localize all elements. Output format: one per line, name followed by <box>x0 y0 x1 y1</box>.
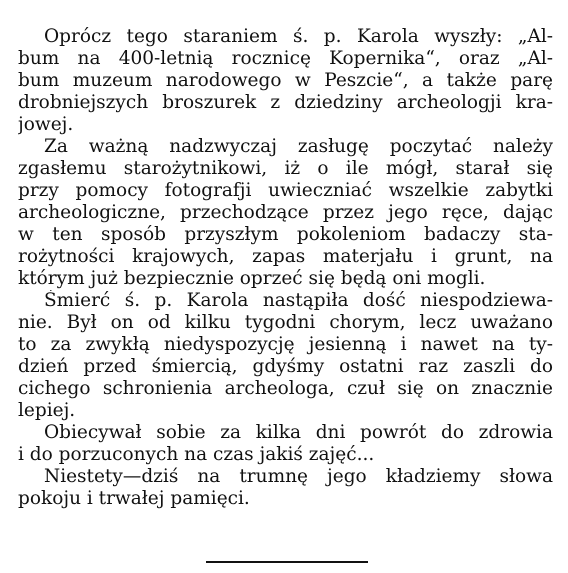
text-line: Oprócz tego staraniem ś. p. Karola wyszły: „Al- <box>44 26 553 47</box>
text-line: Niestety—dziś na trumnę jego kładziemy słowa <box>44 466 553 487</box>
section-divider-rule <box>206 561 368 563</box>
text-line: rożytności krajowych, zapas materjału i grunt, na <box>18 246 553 267</box>
text-line: zgasłemu starożytnikowi, iż o ile mógł, starał się <box>18 158 553 179</box>
paragraph-5 <box>18 466 553 510</box>
text-line: bum na 400-letnią rocznicę Kopernika“, oraz „Al- <box>18 48 553 69</box>
text-line: przy pomocy fotografji uwieczniać wszelkie zabytki <box>18 180 553 201</box>
text-line: pokoju i trwałej pamięci. <box>18 488 250 509</box>
text-line: drobniejszych broszurek z dziedziny archeologji kra- <box>18 92 553 113</box>
text-line: Śmierć ś. p. Karola nastąpiła dość niespodziewa- <box>44 290 553 311</box>
text-line: lepiej. <box>18 400 76 421</box>
paragraph-3 <box>18 290 553 422</box>
text-line: Obiecywał sobie za kilka dni powrót do zdrowia <box>44 422 553 443</box>
text-line: to za zwykłą niedyspozycję jesienną i nawet na ty- <box>18 334 553 355</box>
paragraph-1 <box>18 26 553 136</box>
text-line: i do porzuconych na czas jakiś zajęć... <box>18 444 375 465</box>
text-line: bum muzeum narodowego w Peszcie“, a także parę <box>18 70 553 91</box>
text-line: Za ważną nadzwyczaj zasługę poczytać należy <box>44 136 553 157</box>
text-line: archeologiczne, przechodzące przez jego ręce, dając <box>18 202 553 223</box>
text-line: którym już bezpiecznie oprzeć się będą oni mogli. <box>18 268 486 289</box>
text-line: nie. Był on od kilku tygodni chorym, lecz uważano <box>18 312 553 333</box>
text-line: cichego schronienia archeologa, czuł się on znacznie <box>18 378 553 399</box>
text-line: dzień przed śmiercią, gdyśmy ostatni raz zaszli do <box>18 356 553 377</box>
paragraph-2 <box>18 136 553 290</box>
text-line: w ten sposób przyszłym pokoleniom badaczy sta- <box>18 224 553 245</box>
text-line: jowej. <box>18 114 74 135</box>
article-text <box>18 26 553 510</box>
paragraph-4 <box>18 422 553 466</box>
